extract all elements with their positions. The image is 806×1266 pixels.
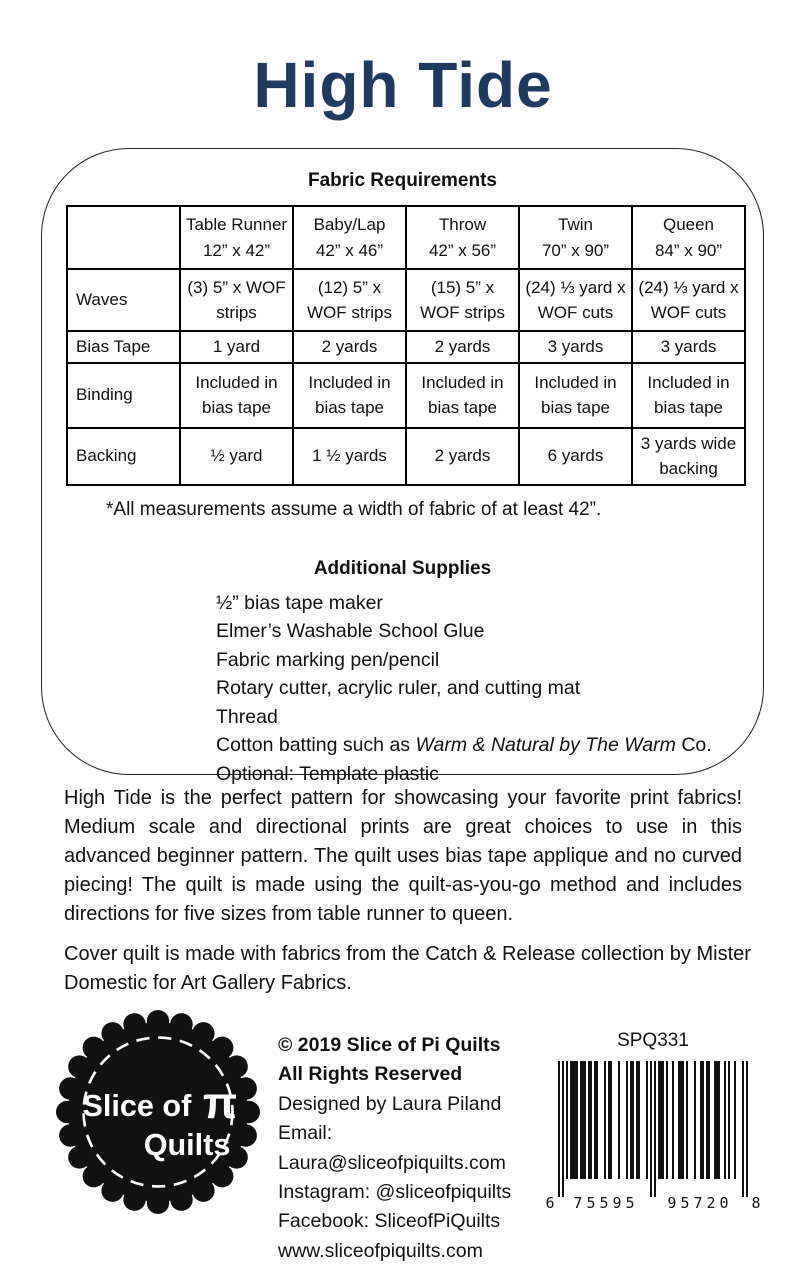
designer-line: Designed by Laura Piland xyxy=(278,1092,502,1115)
rights-line: All Rights Reserved xyxy=(278,1063,463,1086)
list-item-text: Cotton batting such as xyxy=(216,734,416,757)
barcode-digit-left: 6 xyxy=(545,1194,555,1212)
column-name: Table Runner xyxy=(185,215,288,234)
cell: (24) ⅓ yard x WOF cuts xyxy=(519,269,632,331)
column-size: 84” x 90” xyxy=(654,240,723,260)
instagram-line: Instagram: @sliceofpiquilts xyxy=(278,1181,512,1204)
corner-cell xyxy=(67,206,180,269)
column-header xyxy=(632,206,745,269)
cell: 2 yards xyxy=(406,428,519,485)
cell: 3 yards xyxy=(632,331,745,363)
fabric-requirements-box xyxy=(41,148,764,786)
column-header xyxy=(180,206,293,269)
cell: 2 yards xyxy=(406,331,519,363)
pattern-description: High Tide is the perfect pattern for showcasing your favorite print fabrics! Medium scale and directional prints are great choices to use in this advanced beginner pattern. The quilt uses bias tape applique and no curved piecing! The quilt is made using the quilt-as-you-go method and includes directions for five sizes from table runner to queen. xyxy=(64,787,742,925)
row-label: Bias Tape xyxy=(67,331,180,363)
logo-line1: Slice of xyxy=(82,1089,192,1124)
cell: Included in bias tape xyxy=(406,363,519,428)
list-item: Fabric marking pen/pencil xyxy=(216,648,440,671)
column-header xyxy=(519,206,632,269)
cell: Included in bias tape xyxy=(519,363,632,428)
list-item-text: Co. xyxy=(675,734,712,757)
cell: ½ yard xyxy=(180,428,293,485)
column-name: Throw xyxy=(438,215,487,234)
cell: 3 yards xyxy=(519,331,632,363)
cell: 1 ½ yards xyxy=(293,428,406,485)
cover-fabrics-note: Cover quilt is made with fabrics from the Catch & Release collection by Mister Domestic for Art Gallery Fabrics. xyxy=(64,943,751,994)
fabric-requirements-heading: Fabric Requirements xyxy=(308,170,497,191)
copyright-line: © 2019 Slice of Pi Quilts xyxy=(278,1034,501,1056)
table-row xyxy=(67,363,745,428)
cell: 6 yards xyxy=(519,428,632,485)
row-label: Waves xyxy=(67,269,180,331)
barcode-digit-group-right: 95720 xyxy=(667,1194,733,1212)
cell: 3 yards wide backing xyxy=(632,428,745,485)
row-label: Binding xyxy=(67,363,180,428)
cell: (24) ⅓ yard x WOF cuts xyxy=(632,269,745,331)
list-item: Optional: Template plastic xyxy=(216,763,439,786)
additional-supplies-list xyxy=(216,589,763,789)
additional-supplies-heading: Additional Supplies xyxy=(313,557,492,579)
list-item: Elmer’s Washable School Glue xyxy=(216,620,485,643)
column-header xyxy=(293,206,406,269)
column-size: 12” x 42” xyxy=(202,240,271,260)
cell: Included in bias tape xyxy=(293,363,406,428)
facebook-line: Facebook: SliceofPiQuilts xyxy=(278,1210,501,1233)
list-item xyxy=(216,731,763,760)
table-row xyxy=(67,269,745,331)
slice-of-pi-logo xyxy=(56,1008,260,1216)
list-item: Thread xyxy=(216,705,278,728)
upc-barcode xyxy=(544,1056,762,1216)
barcode-digit-right: 8 xyxy=(751,1194,761,1212)
logo-line2: Quilts xyxy=(143,1127,231,1162)
barcode-bars xyxy=(558,1061,748,1197)
cell: Included in bias tape xyxy=(180,363,293,428)
fabric-requirements-table xyxy=(66,205,746,486)
cell: (12) 5” x WOF strips xyxy=(293,269,406,331)
column-size: 42” x 46” xyxy=(315,240,384,260)
measurement-note: *All measurements assume a width of fabric of at least 42”. xyxy=(106,498,602,520)
column-size: 70” x 90” xyxy=(541,240,610,260)
list-item-italic: Warm & Natural by The Warm xyxy=(415,734,676,757)
column-name: Baby/Lap xyxy=(313,215,386,234)
table-header-row xyxy=(67,206,745,269)
list-item: Rotary cutter, acrylic ruler, and cutting mat xyxy=(216,677,581,700)
column-name: Twin xyxy=(558,215,593,234)
cell: (15) 5” x WOF strips xyxy=(406,269,519,331)
barcode-digit-group-left: 75595 xyxy=(573,1194,639,1212)
page-title: High Tide xyxy=(253,49,553,121)
email-line: Email: Laura@sliceofpiquilts.com xyxy=(278,1122,506,1174)
cell: 2 yards xyxy=(293,331,406,363)
contact-block xyxy=(278,1031,558,1266)
table-row xyxy=(67,331,745,363)
website-line: www.sliceofpiquilts.com xyxy=(278,1239,483,1262)
pattern-sku: SPQ331 xyxy=(617,1030,689,1051)
column-header xyxy=(406,206,519,269)
table-row xyxy=(67,428,745,485)
cell: Included in bias tape xyxy=(632,363,745,428)
cell: (3) 5” x WOF strips xyxy=(180,269,293,331)
cell: 1 yard xyxy=(180,331,293,363)
logo-pi-symbol: π xyxy=(202,1077,238,1129)
column-size: 42” x 56” xyxy=(428,240,497,260)
list-item: ½” bias tape maker xyxy=(216,591,383,614)
column-name: Queen xyxy=(662,215,715,234)
row-label: Backing xyxy=(67,428,180,485)
